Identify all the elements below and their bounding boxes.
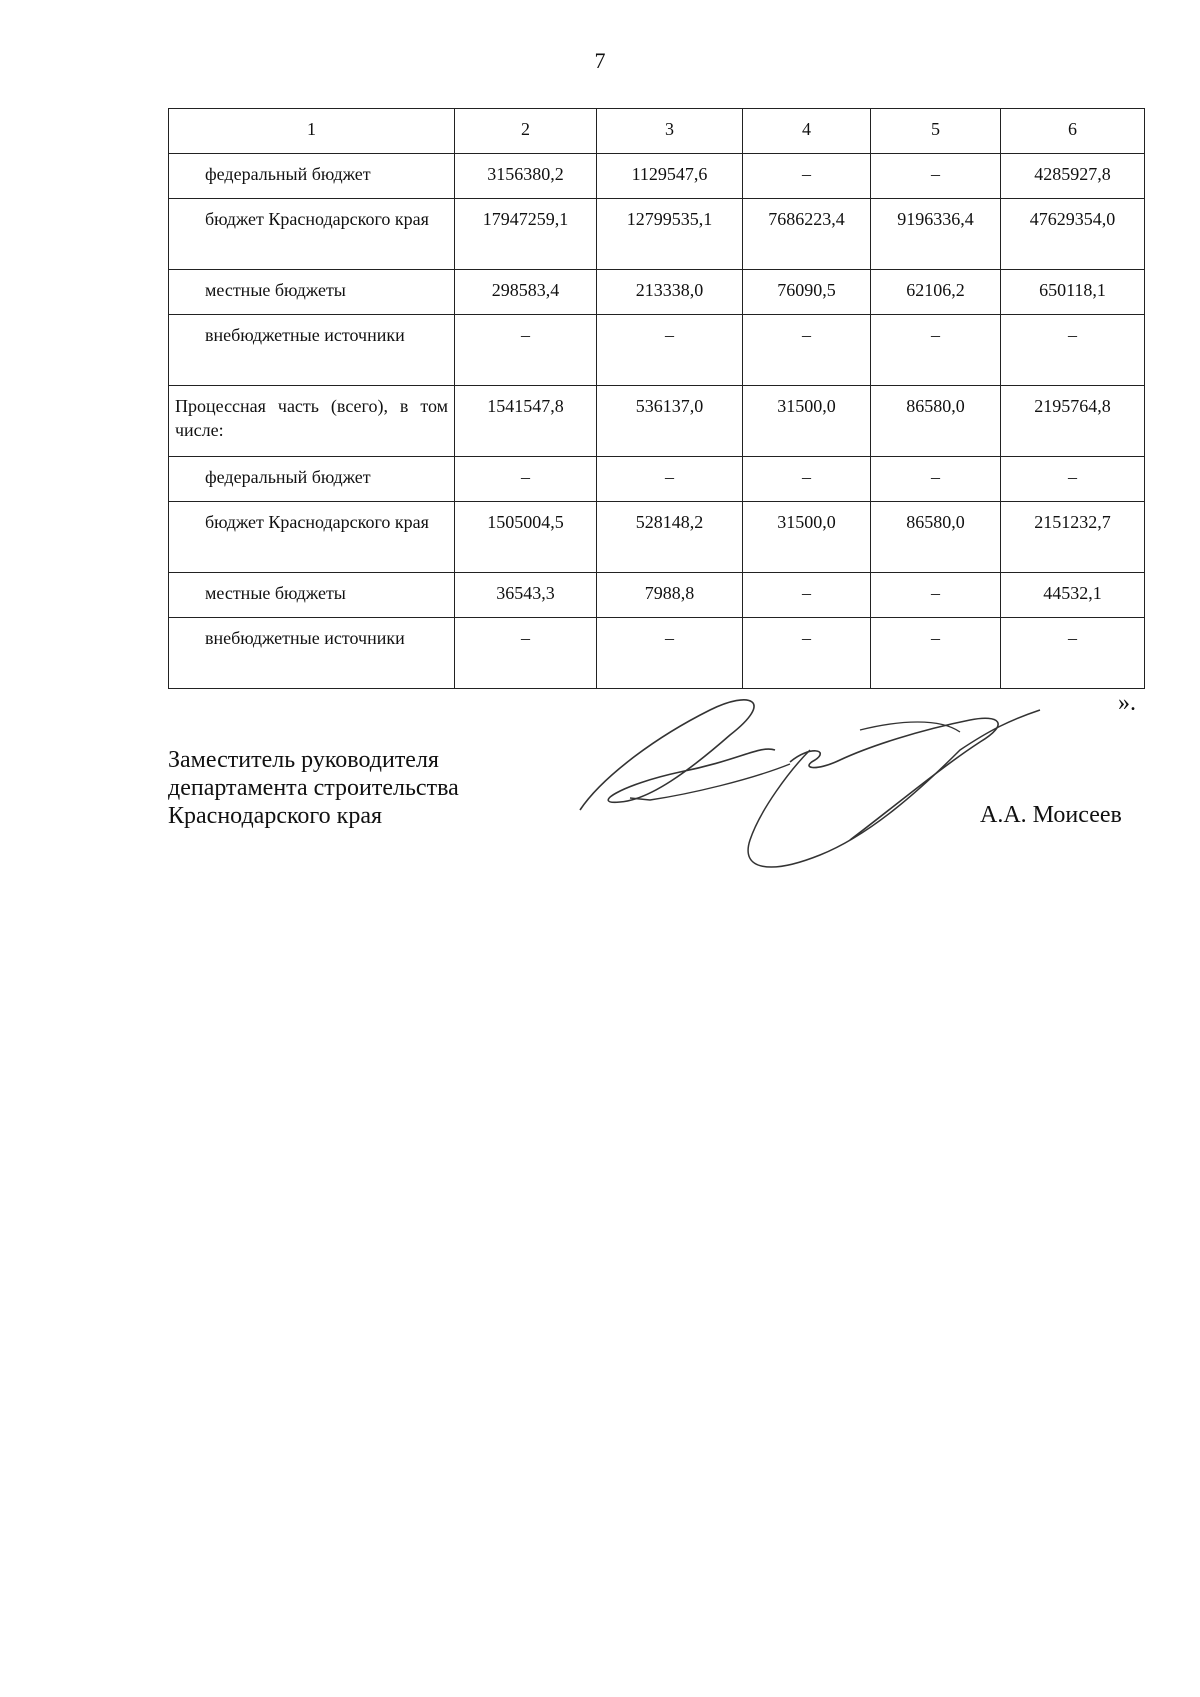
cell-value: – — [455, 315, 597, 386]
cell-value: 2195764,8 — [1001, 386, 1145, 457]
row-label: федеральный бюджет — [169, 154, 455, 199]
cell-value: 62106,2 — [871, 270, 1001, 315]
row-label: местные бюджеты — [169, 573, 455, 618]
signer-title-line: Краснодарского края — [168, 803, 383, 829]
cell-value: 47629354,0 — [1001, 199, 1145, 270]
table-row — [169, 573, 1145, 618]
closing-quote: ». — [1118, 690, 1136, 716]
cell-value: – — [1001, 457, 1145, 502]
cell-value: 12799535,1 — [597, 199, 743, 270]
cell-value: 31500,0 — [743, 386, 871, 457]
column-number: 2 — [455, 109, 597, 154]
row-label: бюджет Краснодарского края — [169, 199, 455, 270]
budget-table — [168, 108, 1145, 689]
cell-value: – — [743, 315, 871, 386]
cell-value: – — [871, 457, 1001, 502]
cell-value: – — [871, 573, 1001, 618]
row-label: бюджет Краснодарского края — [169, 502, 455, 573]
row-label: Процессная часть (всего), в том числе: — [169, 386, 455, 457]
table-row — [169, 315, 1145, 386]
cell-value: 1541547,8 — [455, 386, 597, 457]
column-number: 5 — [871, 109, 1001, 154]
cell-value: 86580,0 — [871, 386, 1001, 457]
cell-value: – — [597, 457, 743, 502]
cell-value: – — [871, 618, 1001, 689]
cell-value: – — [871, 154, 1001, 199]
page-number: 7 — [594, 48, 606, 73]
cell-value: 76090,5 — [743, 270, 871, 315]
cell-value: 1505004,5 — [455, 502, 597, 573]
cell-value: – — [743, 154, 871, 199]
cell-value: – — [871, 315, 1001, 386]
cell-value: – — [597, 315, 743, 386]
cell-value: 44532,1 — [1001, 573, 1145, 618]
cell-value: 2151232,7 — [1001, 502, 1145, 573]
cell-value: – — [455, 457, 597, 502]
cell-value: 17947259,1 — [455, 199, 597, 270]
cell-value: – — [597, 618, 743, 689]
table-row — [169, 154, 1145, 199]
cell-value: 528148,2 — [597, 502, 743, 573]
cell-value: – — [1001, 618, 1145, 689]
row-label: внебюджетные источники — [169, 315, 455, 386]
column-number: 1 — [169, 109, 455, 154]
cell-value: 536137,0 — [597, 386, 743, 457]
row-label: внебюджетные источники — [169, 618, 455, 689]
table-row — [169, 386, 1145, 457]
table-row — [169, 502, 1145, 573]
cell-value: 650118,1 — [1001, 270, 1145, 315]
table-row — [169, 270, 1145, 315]
cell-value: – — [1001, 315, 1145, 386]
cell-value: 298583,4 — [455, 270, 597, 315]
cell-value: 9196336,4 — [871, 199, 1001, 270]
column-number: 6 — [1001, 109, 1145, 154]
table-header-row — [169, 109, 1145, 154]
table-row — [169, 457, 1145, 502]
cell-value: 213338,0 — [597, 270, 743, 315]
signer-title — [168, 746, 459, 830]
cell-value: 4285927,8 — [1001, 154, 1145, 199]
column-number: 3 — [597, 109, 743, 154]
table-row — [169, 618, 1145, 689]
cell-value: 36543,3 — [455, 573, 597, 618]
signer-title-line: департамента строительства — [168, 775, 459, 801]
column-number: 4 — [743, 109, 871, 154]
handwritten-signature — [560, 690, 1060, 890]
cell-value: 3156380,2 — [455, 154, 597, 199]
signer-name: А.А. Моисеев — [980, 802, 1122, 828]
cell-value: – — [455, 618, 597, 689]
cell-value: 86580,0 — [871, 502, 1001, 573]
cell-value: – — [743, 573, 871, 618]
table-row — [169, 199, 1145, 270]
cell-value: 7686223,4 — [743, 199, 871, 270]
row-label: местные бюджеты — [169, 270, 455, 315]
cell-value: 1129547,6 — [597, 154, 743, 199]
cell-value: – — [743, 457, 871, 502]
cell-value: 7988,8 — [597, 573, 743, 618]
cell-value: – — [743, 618, 871, 689]
cell-value: 31500,0 — [743, 502, 871, 573]
signer-title-line: Заместитель руководителя — [168, 747, 439, 773]
row-label: федеральный бюджет — [169, 457, 455, 502]
